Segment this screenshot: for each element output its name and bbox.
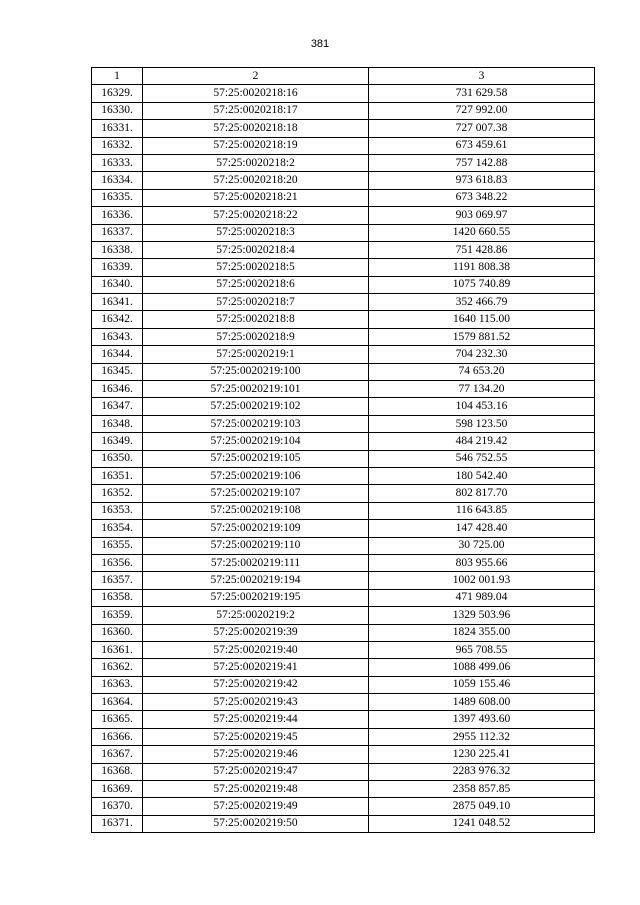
table-row xyxy=(92,241,595,258)
cadastral-value-cell: 727 007.38 xyxy=(369,120,595,137)
table-row xyxy=(92,294,595,311)
cadastral-value-cell: 1489 608.00 xyxy=(369,694,595,711)
cadastral-id-cell: 57:25:0020219:100 xyxy=(143,363,369,380)
cadastral-value-cell: 751 428.86 xyxy=(369,241,595,258)
table-row xyxy=(92,102,595,119)
header-cell-number: 1 xyxy=(92,68,143,85)
cadastral-id-cell: 57:25:0020219:46 xyxy=(143,746,369,763)
table-row xyxy=(92,624,595,641)
cadastral-value-cell: 1579 881.52 xyxy=(369,328,595,345)
cadastral-value-cell: 727 992.00 xyxy=(369,102,595,119)
row-number-cell: 16367. xyxy=(92,746,143,763)
cadastral-id-cell: 57:25:0020218:21 xyxy=(143,189,369,206)
table-row xyxy=(92,572,595,589)
cadastral-value-cell: 104 453.16 xyxy=(369,398,595,415)
cadastral-id-cell: 57:25:0020219:194 xyxy=(143,572,369,589)
page-number: 381 xyxy=(310,38,330,50)
cadastral-value-cell: 673 459.61 xyxy=(369,137,595,154)
row-number-cell: 16344. xyxy=(92,346,143,363)
table-row xyxy=(92,659,595,676)
cadastral-id-cell: 57:25:0020219:107 xyxy=(143,485,369,502)
row-number-cell: 16337. xyxy=(92,224,143,241)
row-number-cell: 16353. xyxy=(92,502,143,519)
row-number-cell: 16348. xyxy=(92,415,143,432)
cadastral-id-cell: 57:25:0020219:102 xyxy=(143,398,369,415)
table-row xyxy=(92,415,595,432)
row-number-cell: 16330. xyxy=(92,102,143,119)
table-row xyxy=(92,346,595,363)
cadastral-id-cell: 57:25:0020218:4 xyxy=(143,241,369,258)
row-number-cell: 16329. xyxy=(92,85,143,102)
row-number-cell: 16342. xyxy=(92,311,143,328)
cadastral-id-cell: 57:25:0020218:5 xyxy=(143,259,369,276)
row-number-cell: 16355. xyxy=(92,537,143,554)
header-cell-value: 3 xyxy=(369,68,595,85)
table-row xyxy=(92,798,595,815)
row-number-cell: 16350. xyxy=(92,450,143,467)
table-row xyxy=(92,815,595,832)
table-row xyxy=(92,781,595,798)
cadastral-value-cell: 704 232.30 xyxy=(369,346,595,363)
row-number-cell: 16369. xyxy=(92,781,143,798)
row-number-cell: 16354. xyxy=(92,520,143,537)
cadastral-id-cell: 57:25:0020219:42 xyxy=(143,676,369,693)
table-body xyxy=(92,85,595,833)
cadastral-value-cell: 1002 001.93 xyxy=(369,572,595,589)
table-row xyxy=(92,641,595,658)
cadastral-id-cell: 57:25:0020219:47 xyxy=(143,763,369,780)
cadastral-id-cell: 57:25:0020218:8 xyxy=(143,311,369,328)
table-row xyxy=(92,728,595,745)
row-number-cell: 16340. xyxy=(92,276,143,293)
row-number-cell: 16347. xyxy=(92,398,143,415)
row-number-cell: 16364. xyxy=(92,694,143,711)
row-number-cell: 16341. xyxy=(92,294,143,311)
row-number-cell: 16362. xyxy=(92,659,143,676)
table-row xyxy=(92,589,595,606)
table-row xyxy=(92,694,595,711)
cadastral-value-cell: 147 428.40 xyxy=(369,520,595,537)
row-number-cell: 16371. xyxy=(92,815,143,832)
table-row xyxy=(92,207,595,224)
cadastral-value-cell: 1191 808.38 xyxy=(369,259,595,276)
cadastral-id-cell: 57:25:0020219:109 xyxy=(143,520,369,537)
cadastral-id-cell: 57:25:0020219:43 xyxy=(143,694,369,711)
cadastral-id-cell: 57:25:0020219:2 xyxy=(143,607,369,624)
table-row xyxy=(92,85,595,102)
cadastral-value-cell: 1075 740.89 xyxy=(369,276,595,293)
cadastral-value-cell: 802 817.70 xyxy=(369,485,595,502)
row-number-cell: 16345. xyxy=(92,363,143,380)
table-header xyxy=(92,68,595,85)
cadastral-id-cell: 57:25:0020218:9 xyxy=(143,328,369,345)
table-row xyxy=(92,485,595,502)
cadastral-id-cell: 57:25:0020219:103 xyxy=(143,415,369,432)
table-row xyxy=(92,554,595,571)
table-row xyxy=(92,467,595,484)
row-number-cell: 16359. xyxy=(92,607,143,624)
cadastral-value-cell: 2283 976.32 xyxy=(369,763,595,780)
cadastral-id-cell: 57:25:0020219:45 xyxy=(143,728,369,745)
row-number-cell: 16358. xyxy=(92,589,143,606)
header-cell-cadastral-id: 2 xyxy=(143,68,369,85)
cadastral-id-cell: 57:25:0020219:41 xyxy=(143,659,369,676)
cadastral-value-cell: 1420 660.55 xyxy=(369,224,595,241)
cadastral-value-cell: 1397 493.60 xyxy=(369,711,595,728)
cadastral-id-cell: 57:25:0020219:104 xyxy=(143,433,369,450)
table-row xyxy=(92,120,595,137)
cadastral-id-cell: 57:25:0020219:48 xyxy=(143,781,369,798)
cadastral-id-cell: 57:25:0020219:49 xyxy=(143,798,369,815)
table-row xyxy=(92,433,595,450)
cadastral-id-cell: 57:25:0020219:108 xyxy=(143,502,369,519)
row-number-cell: 16351. xyxy=(92,467,143,484)
row-number-cell: 16356. xyxy=(92,554,143,571)
cadastral-value-cell: 2955 112.32 xyxy=(369,728,595,745)
cadastral-value-cell: 2875 049.10 xyxy=(369,798,595,815)
row-number-cell: 16365. xyxy=(92,711,143,728)
table-row xyxy=(92,172,595,189)
cadastral-id-cell: 57:25:0020219:111 xyxy=(143,554,369,571)
cadastral-value-cell: 1059 155.46 xyxy=(369,676,595,693)
row-number-cell: 16339. xyxy=(92,259,143,276)
cadastral-value-cell: 116 643.85 xyxy=(369,502,595,519)
cadastral-value-cell: 1329 503.96 xyxy=(369,607,595,624)
cadastral-value-cell: 973 618.83 xyxy=(369,172,595,189)
cadastral-value-cell: 731 629.58 xyxy=(369,85,595,102)
table-row xyxy=(92,746,595,763)
cadastral-value-cell: 673 348.22 xyxy=(369,189,595,206)
table-row xyxy=(92,676,595,693)
cadastral-id-cell: 57:25:0020218:17 xyxy=(143,102,369,119)
cadastral-value-cell: 1824 355.00 xyxy=(369,624,595,641)
row-number-cell: 16349. xyxy=(92,433,143,450)
row-number-cell: 16360. xyxy=(92,624,143,641)
row-number-cell: 16335. xyxy=(92,189,143,206)
cadastral-id-cell: 57:25:0020219:50 xyxy=(143,815,369,832)
table-row xyxy=(92,259,595,276)
cadastral-id-cell: 57:25:0020219:1 xyxy=(143,346,369,363)
row-number-cell: 16332. xyxy=(92,137,143,154)
cadastral-value-cell: 803 955.66 xyxy=(369,554,595,571)
cadastral-id-cell: 57:25:0020218:18 xyxy=(143,120,369,137)
table-row xyxy=(92,189,595,206)
cadastral-value-cell: 1640 115.00 xyxy=(369,311,595,328)
table-row xyxy=(92,224,595,241)
cadastral-value-cell: 2358 857.85 xyxy=(369,781,595,798)
cadastral-id-cell: 57:25:0020219:105 xyxy=(143,450,369,467)
cadastral-value-cell: 77 134.20 xyxy=(369,381,595,398)
cadastral-id-cell: 57:25:0020219:44 xyxy=(143,711,369,728)
cadastral-value-cell: 757 142.88 xyxy=(369,154,595,171)
cadastral-id-cell: 57:25:0020218:7 xyxy=(143,294,369,311)
cadastral-id-cell: 57:25:0020218:16 xyxy=(143,85,369,102)
cadastral-value-cell: 598 123.50 xyxy=(369,415,595,432)
row-number-cell: 16361. xyxy=(92,641,143,658)
row-number-cell: 16357. xyxy=(92,572,143,589)
table-row xyxy=(92,711,595,728)
table-row xyxy=(92,154,595,171)
row-number-cell: 16343. xyxy=(92,328,143,345)
table-row xyxy=(92,607,595,624)
row-number-cell: 16352. xyxy=(92,485,143,502)
cadastral-value-cell: 903 069.97 xyxy=(369,207,595,224)
cadastral-value-cell: 352 466.79 xyxy=(369,294,595,311)
table-row xyxy=(92,502,595,519)
cadastral-value-cell: 1241 048.52 xyxy=(369,815,595,832)
table-row xyxy=(92,450,595,467)
cadastral-value-cell: 965 708.55 xyxy=(369,641,595,658)
row-number-cell: 16333. xyxy=(92,154,143,171)
row-number-cell: 16334. xyxy=(92,172,143,189)
row-number-cell: 16368. xyxy=(92,763,143,780)
row-number-cell: 16366. xyxy=(92,728,143,745)
table-row xyxy=(92,537,595,554)
cadastral-value-cell: 1230 225.41 xyxy=(369,746,595,763)
row-number-cell: 16336. xyxy=(92,207,143,224)
cadastral-value-cell: 180 542.40 xyxy=(369,467,595,484)
table-row xyxy=(92,381,595,398)
cadastral-id-cell: 57:25:0020219:39 xyxy=(143,624,369,641)
row-number-cell: 16338. xyxy=(92,241,143,258)
cadastral-value-cell: 546 752.55 xyxy=(369,450,595,467)
cadastral-id-cell: 57:25:0020219:195 xyxy=(143,589,369,606)
cadastral-id-cell: 57:25:0020218:6 xyxy=(143,276,369,293)
table-row xyxy=(92,398,595,415)
table-row xyxy=(92,363,595,380)
row-number-cell: 16370. xyxy=(92,798,143,815)
cadastral-value-cell: 30 725.00 xyxy=(369,537,595,554)
table-row xyxy=(92,311,595,328)
cadastral-value-cell: 74 653.20 xyxy=(369,363,595,380)
row-number-cell: 16331. xyxy=(92,120,143,137)
header-row xyxy=(92,68,595,85)
cadastral-id-cell: 57:25:0020218:22 xyxy=(143,207,369,224)
cadastral-id-cell: 57:25:0020218:2 xyxy=(143,154,369,171)
cadastral-id-cell: 57:25:0020218:19 xyxy=(143,137,369,154)
table-row xyxy=(92,520,595,537)
cadastral-id-cell: 57:25:0020218:3 xyxy=(143,224,369,241)
row-number-cell: 16346. xyxy=(92,381,143,398)
row-number-cell: 16363. xyxy=(92,676,143,693)
table-row xyxy=(92,763,595,780)
cadastral-value-cell: 1088 499.06 xyxy=(369,659,595,676)
cadastral-id-cell: 57:25:0020219:101 xyxy=(143,381,369,398)
cadastral-id-cell: 57:25:0020219:106 xyxy=(143,467,369,484)
cadastral-id-cell: 57:25:0020219:40 xyxy=(143,641,369,658)
cadastral-value-cell: 484 219.42 xyxy=(369,433,595,450)
cadastral-value-table xyxy=(91,67,595,833)
table-row xyxy=(92,276,595,293)
cadastral-value-cell: 471 989.04 xyxy=(369,589,595,606)
table-row xyxy=(92,137,595,154)
table-row xyxy=(92,328,595,345)
cadastral-id-cell: 57:25:0020218:20 xyxy=(143,172,369,189)
cadastral-id-cell: 57:25:0020219:110 xyxy=(143,537,369,554)
